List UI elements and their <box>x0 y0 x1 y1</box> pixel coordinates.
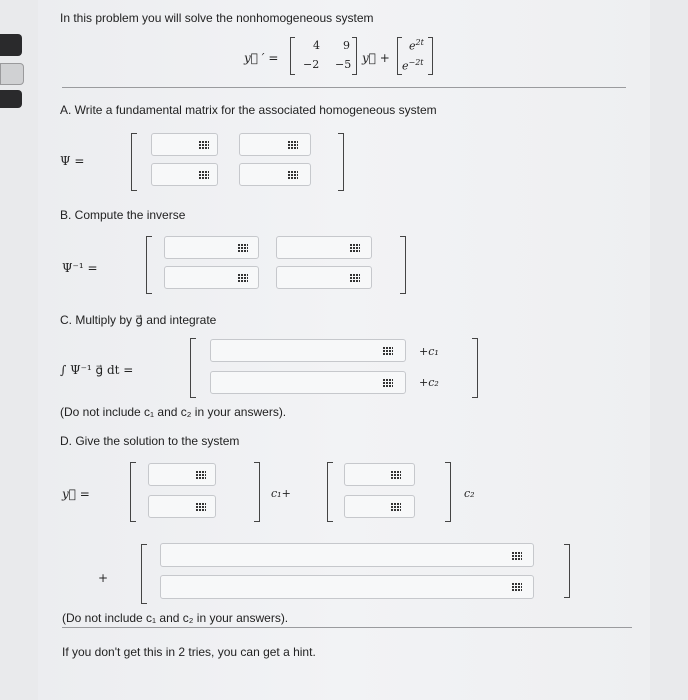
grid-icon[interactable] <box>199 170 209 179</box>
grid-icon[interactable] <box>196 470 206 479</box>
bracket-left <box>190 338 196 398</box>
hint-text: If you don't get this in 2 tries, you can get a hint. <box>62 645 316 659</box>
forcing-bottom: $e^{-2t}$ <box>402 58 424 73</box>
bracket-left <box>130 462 136 522</box>
psi-entry-22[interactable] <box>239 163 311 186</box>
bracket-right <box>445 462 451 522</box>
grid-icon[interactable] <box>238 273 248 282</box>
grid-icon[interactable] <box>196 502 206 511</box>
bracket-left <box>141 544 147 604</box>
matrix-entry: 9 <box>343 39 350 52</box>
part-d-note: (Do not include c₁ and c₂ in your answers). <box>62 611 289 625</box>
problem-intro: In this problem you will solve the nonhomogeneous system <box>60 11 374 25</box>
integral-entry-2[interactable] <box>210 371 406 394</box>
divider <box>62 87 626 88</box>
grid-icon[interactable] <box>512 551 522 560</box>
grid-icon[interactable] <box>199 140 209 149</box>
grid-icon[interactable] <box>238 243 248 252</box>
psi-inverse-symbol: Ψ⁻¹ = <box>62 261 98 275</box>
c1-coefficient: c₁+ <box>271 487 291 500</box>
matrix-entry: −5 <box>335 58 352 71</box>
y-symbol: y⃗ = <box>62 487 90 501</box>
bracket-right <box>254 462 260 522</box>
grid-icon[interactable] <box>288 140 298 149</box>
grid-icon[interactable] <box>512 582 522 591</box>
binder-tab <box>0 34 22 56</box>
integral-symbol: ∫ Ψ⁻¹ g⃗ dt = <box>60 363 134 377</box>
grid-icon[interactable] <box>350 273 360 282</box>
system-lhs: y⃗ ′ = <box>244 51 279 65</box>
system-times-y: y⃗ + <box>362 51 390 65</box>
matrix-bracket-left <box>290 37 295 75</box>
grid-icon[interactable] <box>391 502 401 511</box>
psi-symbol: Ψ = <box>60 154 85 168</box>
grid-icon[interactable] <box>383 346 393 355</box>
forcing-top: $e^{2t}$ <box>409 38 424 53</box>
plus-sign: + <box>98 571 109 585</box>
divider <box>62 627 632 628</box>
grid-icon[interactable] <box>391 470 401 479</box>
c2-coefficient: c₂ <box>464 487 475 500</box>
part-d-label: D. Give the solution to the system <box>60 434 240 448</box>
forcing-bracket-right <box>428 37 433 75</box>
solution-c2-entry-1[interactable] <box>344 463 415 486</box>
bracket-left <box>327 462 333 522</box>
particular-entry-2[interactable] <box>160 575 534 599</box>
c1-term: +c₁ <box>419 345 439 358</box>
grid-icon[interactable] <box>350 243 360 252</box>
binder-tab <box>0 63 24 85</box>
c2-term: +c₂ <box>419 376 439 389</box>
matrix-entry: −2 <box>303 58 320 71</box>
integral-entry-1[interactable] <box>210 339 406 362</box>
binder-tab <box>0 90 22 108</box>
matrix-entry: 4 <box>313 39 320 52</box>
part-a-label: A. Write a fundamental matrix for the associated homogeneous system <box>60 103 437 117</box>
bracket-right <box>400 236 406 294</box>
part-b-label: B. Compute the inverse <box>60 208 186 222</box>
grid-icon[interactable] <box>288 170 298 179</box>
bracket-left <box>131 133 137 191</box>
particular-entry-1[interactable] <box>160 543 534 567</box>
bracket-right <box>472 338 478 398</box>
grid-icon[interactable] <box>383 378 393 387</box>
bracket-left <box>146 236 152 294</box>
bracket-right <box>338 133 344 191</box>
psi-entry-12[interactable] <box>239 133 311 156</box>
solution-c2-entry-2[interactable] <box>344 495 415 518</box>
part-c-note: (Do not include c₁ and c₂ in your answers). <box>60 405 287 419</box>
bracket-right <box>564 544 570 598</box>
part-c-label: C. Multiply by g⃗ and integrate <box>60 313 217 327</box>
matrix-bracket-right <box>352 37 357 75</box>
